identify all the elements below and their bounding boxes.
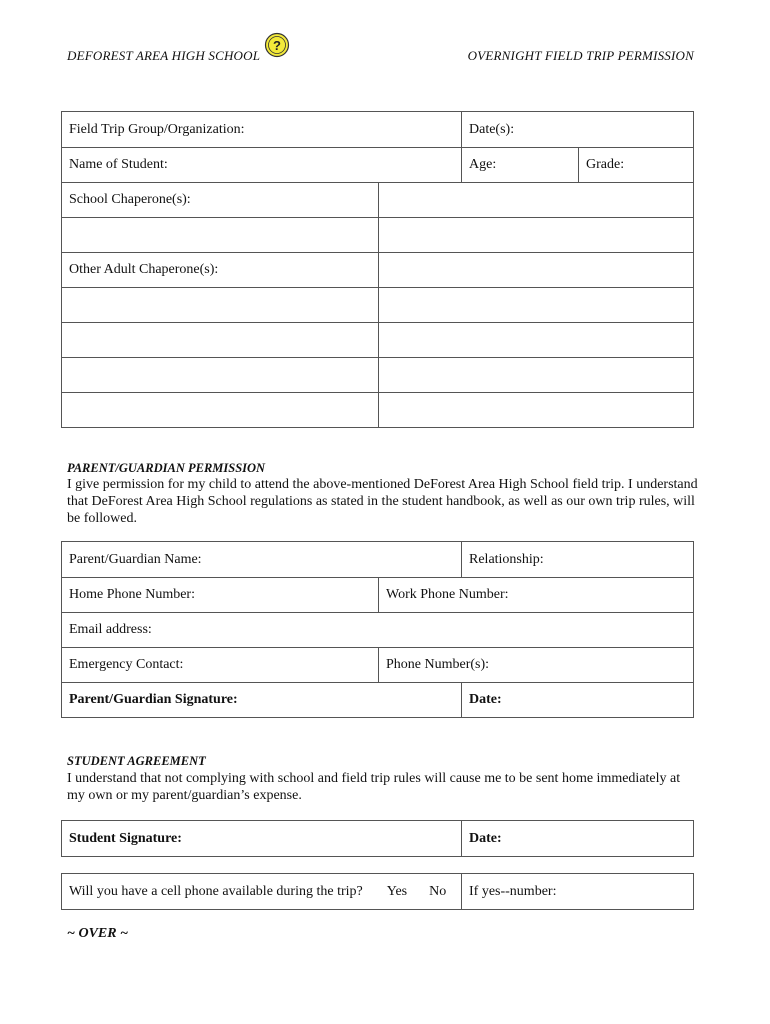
parent-date-field[interactable] bbox=[461, 683, 693, 717]
other-chaperone-field-10[interactable] bbox=[378, 393, 693, 427]
group-field[interactable] bbox=[62, 112, 461, 147]
parent-date-label: Date: bbox=[469, 692, 502, 707]
over-note: ~ OVER ~ bbox=[67, 926, 129, 941]
school-name: DEFOREST AREA HIGH SCHOOL bbox=[67, 48, 261, 63]
grade-label: Grade: bbox=[586, 157, 625, 172]
student-date-field[interactable] bbox=[461, 821, 693, 856]
other-chaperone-field-4[interactable] bbox=[378, 288, 693, 322]
form-title: OVERNIGHT FIELD TRIP PERMISSION bbox=[467, 48, 694, 63]
dates-field[interactable] bbox=[461, 112, 693, 147]
student-agreement-text: I understand that not complying with school and field trip rules will cause me to be sent home immediately at my own or my parent/guardian’s expense. bbox=[67, 771, 681, 803]
email-label: Email address: bbox=[69, 622, 152, 637]
home-phone-label: Home Phone Number: bbox=[69, 587, 195, 602]
student-signature-table bbox=[61, 820, 694, 857]
other-chaperone-field-1[interactable] bbox=[62, 253, 378, 287]
student-signature-field[interactable] bbox=[62, 821, 461, 856]
emergency-contact-field[interactable] bbox=[62, 648, 378, 682]
dates-label: Date(s): bbox=[469, 121, 515, 137]
other-chaperone-field-2[interactable] bbox=[378, 253, 693, 287]
yes-option[interactable]: Yes bbox=[386, 883, 408, 899]
age-label: Age: bbox=[469, 157, 497, 172]
student-signature-label: Student Signature: bbox=[69, 830, 182, 846]
work-phone-field[interactable] bbox=[378, 578, 693, 612]
parent-signature-field[interactable] bbox=[62, 683, 461, 717]
help-icon[interactable] bbox=[264, 32, 290, 58]
home-phone-field[interactable] bbox=[62, 578, 378, 612]
other-chaperone-field-5[interactable] bbox=[62, 323, 378, 357]
phone-numbers-label: Phone Number(s): bbox=[386, 657, 490, 672]
relationship-label: Relationship: bbox=[469, 551, 544, 567]
phone-numbers-field[interactable] bbox=[378, 648, 693, 682]
student-name-field[interactable] bbox=[62, 148, 461, 182]
parent-name-field[interactable] bbox=[62, 542, 461, 577]
email-field[interactable] bbox=[62, 613, 693, 647]
parent-permission-title: PARENT/GUARDIAN PERMISSION bbox=[67, 461, 266, 475]
grade-field[interactable] bbox=[578, 148, 693, 182]
svg-text:?: ? bbox=[273, 38, 281, 53]
emergency-contact-label: Emergency Contact: bbox=[69, 657, 184, 672]
student-agreement-title: STUDENT AGREEMENT bbox=[67, 754, 206, 768]
cell-number-field[interactable] bbox=[461, 874, 693, 909]
other-chaperone-field-9[interactable] bbox=[62, 393, 378, 427]
school-chaperone-field-4[interactable] bbox=[378, 218, 693, 252]
parent-signature-label: Parent/Guardian Signature: bbox=[69, 692, 238, 707]
other-chaperone-field-8[interactable] bbox=[378, 358, 693, 392]
parent-permission-text: I give permission for my child to attend the above-mentioned DeForest Area High School field trip. I understand that DeForest Area High School regulations as stated in the student handbook, as well as our own trip rules, will be followed. bbox=[67, 477, 698, 526]
cell-phone-question: Will you have a cell phone available during the trip? bbox=[69, 883, 363, 899]
other-chaperone-field-3[interactable] bbox=[62, 288, 378, 322]
school-chaperone-field-2[interactable] bbox=[378, 183, 693, 217]
other-chaperones-label: Other Adult Chaperone(s): bbox=[69, 262, 219, 277]
work-phone-label: Work Phone Number: bbox=[386, 587, 509, 602]
cell-phone-table bbox=[61, 873, 694, 910]
cell-phone-question-cell bbox=[62, 874, 461, 909]
age-field[interactable] bbox=[461, 148, 578, 182]
other-chaperone-field-7[interactable] bbox=[62, 358, 378, 392]
student-name-label: Name of Student: bbox=[69, 157, 168, 172]
student-date-label: Date: bbox=[469, 830, 502, 846]
school-chaperone-field-3[interactable] bbox=[62, 218, 378, 252]
cell-number-label: If yes--number: bbox=[469, 883, 557, 899]
relationship-field[interactable] bbox=[461, 542, 693, 577]
parent-info-table bbox=[61, 541, 694, 718]
parent-name-label: Parent/Guardian Name: bbox=[69, 551, 202, 567]
school-chaperones-label: School Chaperone(s): bbox=[69, 192, 191, 207]
school-chaperone-field-1[interactable] bbox=[62, 183, 378, 217]
group-label: Field Trip Group/Organization: bbox=[69, 121, 245, 137]
other-chaperone-field-6[interactable] bbox=[378, 323, 693, 357]
trip-info-table bbox=[61, 111, 694, 428]
no-option[interactable]: No bbox=[429, 883, 447, 899]
